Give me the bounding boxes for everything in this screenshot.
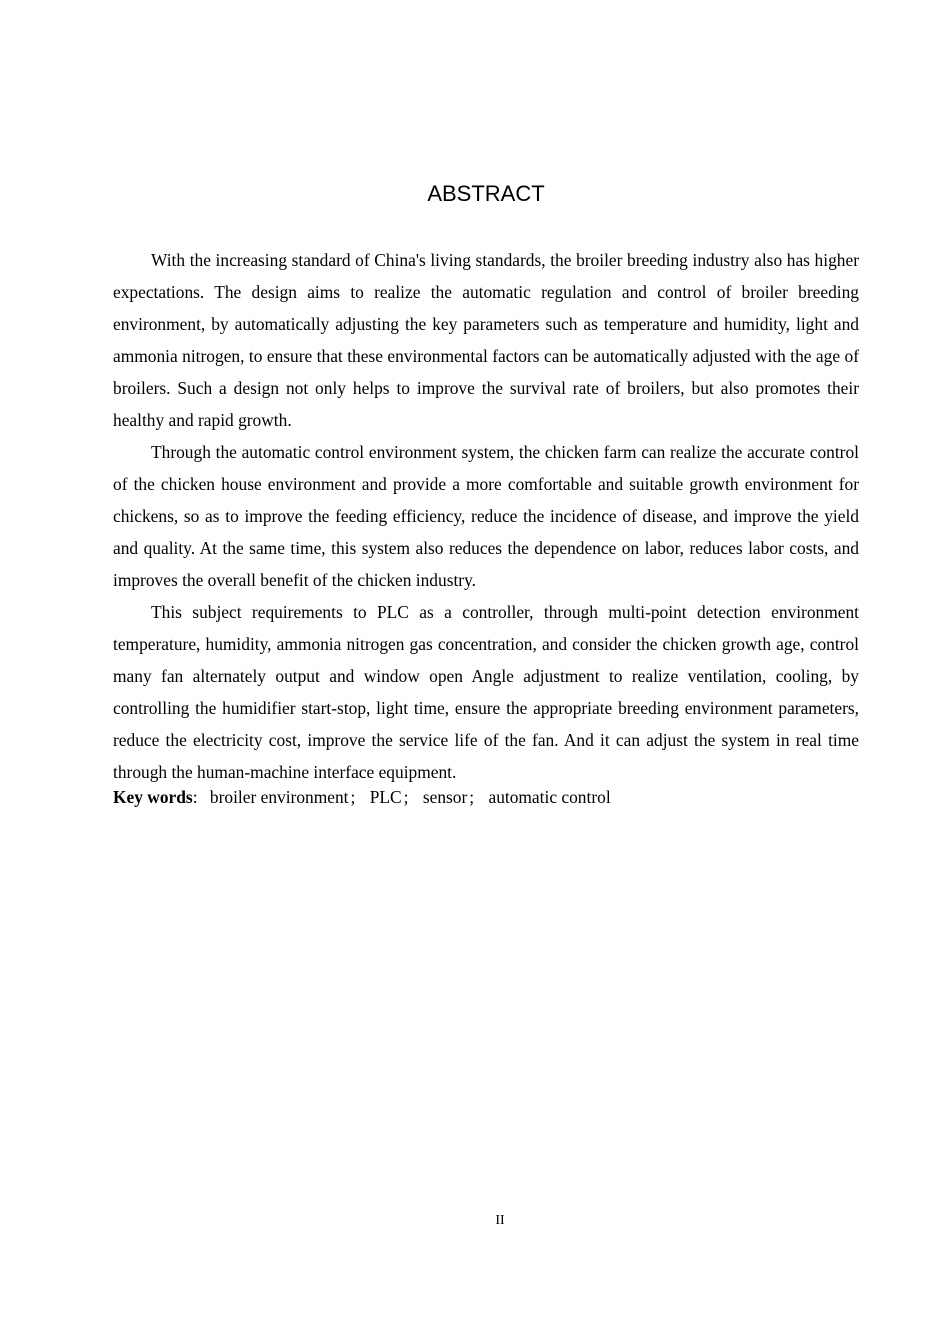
keywords-colon: :	[192, 787, 198, 807]
keywords-label: Key words	[113, 787, 193, 807]
keyword-2: PLC	[369, 787, 402, 807]
keyword-separator: ;	[403, 787, 409, 807]
abstract-title: ABSTRACT	[427, 181, 545, 206]
abstract-body	[113, 244, 859, 788]
abstract-paragraph-3: This subject requirements to PLC as a controller, through multi-point detection environment temperature, humidity, ammonia nitrogen gas concentration, and consider the chicken growth age, control many fan alternately output and window open Angle adjustment to realize ventilation, cooling, by controlling the humidifier start-stop, light time, ensure the appropriate breeding environment parameters, reduce the electricity cost, improve the service life of the fan. And it can adjust the system in real time through the human-machine interface equipment.	[113, 602, 859, 782]
page-number: II	[495, 1213, 505, 1228]
abstract-paragraph-2: Through the automatic control environment system, the chicken farm can realize the accurate control of the chicken house environment and provide a more comfortable and suitable growth environment for chickens, so as to improve the feeding efficiency, reduce the incidence of disease, and improve the yield and quality. At the same time, this system also reduces the dependence on labor, reduces labor costs, and improves the overall benefit of the chicken industry.	[113, 442, 859, 590]
keywords-line	[113, 784, 611, 810]
abstract-paragraph-1: With the increasing standard of China's living standards, the broiler breeding industry also has higher expectations. The design aims to realize the automatic regulation and control of broiler breeding environment, by automatically adjusting the key parameters such as temperature and humidity, light and ammonia nitrogen, to ensure that these environmental factors can be automatically adjusted with the age of broilers. Such a design not only helps to improve the survival rate of broilers, but also promotes their healthy and rapid growth.	[113, 250, 859, 430]
keyword-separator: ;	[469, 787, 475, 807]
keyword-3: sensor	[422, 787, 468, 807]
keyword-4: automatic control	[488, 787, 611, 807]
keyword-separator: ;	[350, 787, 356, 807]
keyword-1: broiler environment	[209, 787, 349, 807]
